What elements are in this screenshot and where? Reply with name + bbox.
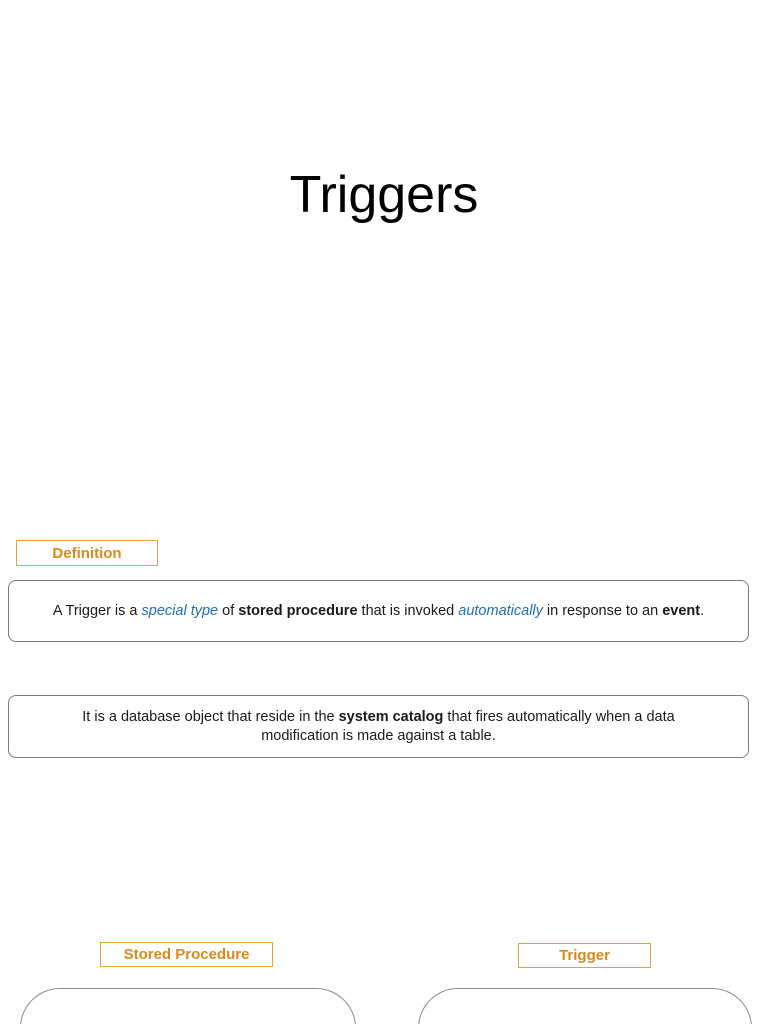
- definition-label: Definition: [16, 540, 158, 566]
- description-box: [8, 695, 749, 758]
- stored-procedure-emphasis: stored procedure: [238, 602, 358, 619]
- trigger-label: Trigger: [518, 943, 651, 968]
- event-emphasis: event: [662, 602, 701, 619]
- definition-text-part3: that is invoked: [357, 602, 459, 619]
- automatically-emphasis: automatically: [458, 602, 543, 619]
- definition-text: [53, 602, 704, 621]
- description-text-part2: that fires automatically when a data modification is made against a table.: [261, 708, 675, 744]
- definition-text-part2: of: [218, 602, 239, 619]
- special-type-emphasis: special type: [141, 602, 219, 619]
- description-text-part1: It is a database object that reside in the: [82, 708, 339, 725]
- description-text: [54, 708, 704, 746]
- system-catalog-emphasis: system catalog: [338, 708, 444, 725]
- stored-procedure-card: [20, 988, 356, 1024]
- page-title: Triggers: [289, 166, 479, 224]
- stored-procedure-label: Stored Procedure: [100, 942, 273, 967]
- definition-text-part1: A Trigger is a: [52, 602, 142, 619]
- definition-box: [8, 580, 749, 642]
- definition-text-part5: .: [700, 602, 705, 619]
- trigger-card: [418, 988, 752, 1024]
- definition-text-part4: in response to an: [542, 602, 663, 619]
